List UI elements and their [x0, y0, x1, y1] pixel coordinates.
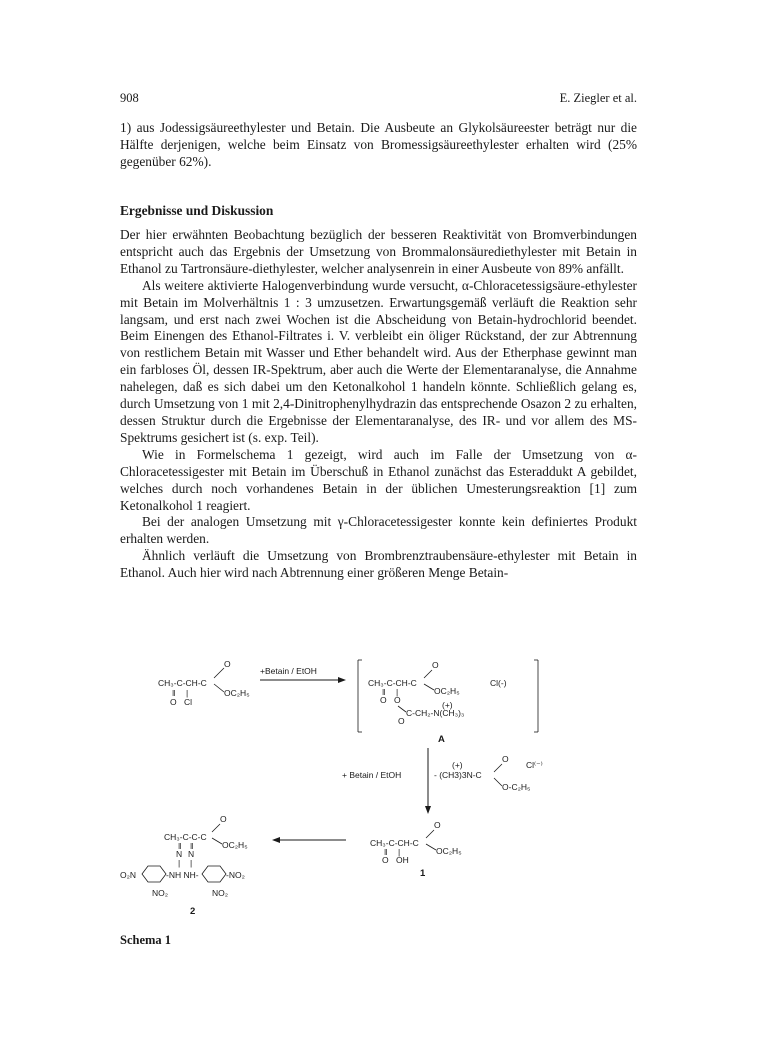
svg-text:O: O: [502, 754, 509, 764]
running-header-authors: E. Ziegler et al.: [559, 91, 637, 105]
reaction-arrow-down: [342, 748, 543, 814]
byproduct: - (CH3)3N-C: [434, 770, 482, 780]
svg-text:CH₃-C-CH-C: CH₃-C-CH-C: [158, 678, 207, 688]
scheme-label: Schema 1: [120, 933, 172, 947]
svg-text:|: |: [178, 858, 181, 868]
svg-text:O: O: [382, 855, 389, 865]
svg-text:|: |: [190, 858, 193, 868]
svg-text:‖: ‖: [384, 847, 388, 857]
paragraph-2: Als weitere aktivierte Halogenverbindung wurde versucht, α-Chloracetessigsäure-ethylester mit Betain im Molverhältnis 1 : 3 umzusetzen. Erwartungsgemäß verläuft die Reaktion sehr langsam, und erst nach zwei Wochen ist die Abscheidung von Betain-hydrochlorid beendet. Beim Einengen des Ethanol-Filtrates i. V. verbleibt ein öliger Rückstand, der zur Abtrennung von restlichem Betain mit Wasser und Ether behandelt wird. Aus der Etherphase gewinnt man ein farbloses Öl, dessen IR-Spektrum, aber auch die Werte der Elementaranalyse, die Annahme nahelegen, daß es sich dabei um den Ketonalkohol 1 handeln könnte. Schließlich gelang es, durch Umsetzung von 1 mit 2,4-Dinitrophenylhydrazin das entsprechende Osazon 2 zu erhalten, dessen Struktur durch die Ergebnisse der Elementaranalyse, des IR- und vor allem des MS-Spektrums gesichert ist (s. exp. Teil).: [120, 277, 637, 445]
svg-text:O: O: [398, 716, 405, 726]
svg-text:N: N: [188, 849, 195, 859]
chloride-anion: Cl(-): [490, 678, 507, 688]
reaction-arrow-left: [272, 837, 346, 843]
svg-text:Cl: Cl: [184, 697, 193, 707]
svg-text:|: |: [186, 688, 189, 698]
svg-text:NO₂: NO₂: [212, 888, 229, 898]
intermediate-A-structure: [358, 660, 538, 745]
reagent-side: + Betain / EtOH: [342, 770, 402, 780]
svg-text:NO₂: NO₂: [152, 888, 169, 898]
compound-2-label: 2: [190, 906, 196, 917]
svg-text:O₂N: O₂N: [120, 870, 137, 880]
svg-text:‖: ‖: [190, 841, 194, 851]
svg-text:OC₂H₅: OC₂H₅: [222, 840, 248, 850]
intro-text: 1) aus Jodessigsäureethylester und Betain. Die Ausbeute an Glykolsäureester beträgt nur die Hälfte derjenigen, welche beim Einsatz von Bromessigsäureethylester erhalten wird (25% gegenüber 62%).: [120, 120, 637, 169]
svg-text:CH₃-C-C-C: CH₃-C-C-C: [164, 832, 207, 842]
paragraph-1: Der hier erwähnten Beobachtung bezüglich der besseren Reaktivität von Bromverbindungen entspricht auch das Ergebnis der Umsetzung von Brommalonsäurediethylester mit Betain in Ethanol zu Tartronsäure-diethylester, welcher analysenrein in einer Ausbeute von 89% anfällt.: [120, 227, 637, 276]
page-number: 908: [120, 91, 139, 105]
svg-text:‖: ‖: [382, 687, 386, 697]
reagent-top: +Betain / EtOH: [260, 666, 317, 676]
svg-text:CH₃-C-CH-C: CH₃-C-CH-C: [370, 838, 419, 848]
svg-text:O-C₂H₅: O-C₂H₅: [502, 782, 531, 792]
svg-text:|: |: [396, 687, 399, 697]
svg-text:OC₂H₅: OC₂H₅: [436, 846, 462, 856]
svg-text:OC₂H₅: OC₂H₅: [434, 686, 460, 696]
reaction-arrow-top: [260, 666, 346, 683]
paragraph-5: Ähnlich verläuft die Umsetzung von Brombrenztraubensäure-ethylester mit Betain in Ethanol. Auch hier wird nach Abtrennung einer größeren Menge Betain-: [120, 548, 637, 581]
svg-text:O: O: [220, 814, 227, 824]
svg-text:O: O: [394, 695, 401, 705]
svg-text:OH: OH: [396, 855, 409, 865]
svg-text:-NO₂: -NO₂: [226, 870, 245, 880]
compound-A-label: A: [438, 734, 445, 745]
svg-text:O: O: [170, 697, 177, 707]
svg-text:(+): (+): [442, 700, 453, 710]
svg-text:|: |: [398, 847, 401, 857]
svg-text:OC₂H₅: OC₂H₅: [224, 688, 250, 698]
svg-text:O: O: [432, 660, 439, 670]
reaction-scheme: [120, 650, 570, 930]
svg-text:C-CH₂-N(CH₃)₃: C-CH₂-N(CH₃)₃: [406, 708, 465, 718]
starting-material-structure: [158, 659, 250, 707]
compound-1-label: 1: [420, 868, 426, 879]
svg-text:O: O: [434, 820, 441, 830]
paragraph-4: Bei der analogen Umsetzung mit γ-Chloracetessigester konnte kein definiertes Produkt erhalten werden.: [120, 514, 637, 547]
section-heading: Ergebnisse und Diskussion: [120, 203, 274, 218]
svg-text:N: N: [176, 849, 183, 859]
section-body: [120, 227, 637, 582]
svg-text:O: O: [224, 659, 231, 669]
svg-text:-NH NH-: -NH NH-: [166, 870, 199, 880]
svg-text:CH₃-C-CH-C: CH₃-C-CH-C: [368, 678, 417, 688]
svg-text:Cl⁽⁻⁾: Cl⁽⁻⁾: [526, 760, 543, 770]
svg-text:‖: ‖: [178, 841, 182, 851]
intro-paragraph: [120, 120, 637, 171]
compound-1-structure: [370, 820, 462, 879]
paragraph-3: Wie in Formelschema 1 gezeigt, wird auch im Falle der Umsetzung von α-Chloracetessigester mit Betain im Überschuß in Ethanol zunächst das Esteraddukt A gebildet, welches durch noch vorhandenes Betain in der üblichen Umesterungsreaktion [1] zum Ketonalkohol 1 reagiert.: [120, 446, 637, 513]
compound-2-structure: [120, 814, 248, 917]
svg-text:‖: ‖: [172, 688, 176, 698]
svg-text:O: O: [380, 695, 387, 705]
svg-text:(+): (+): [452, 760, 463, 770]
